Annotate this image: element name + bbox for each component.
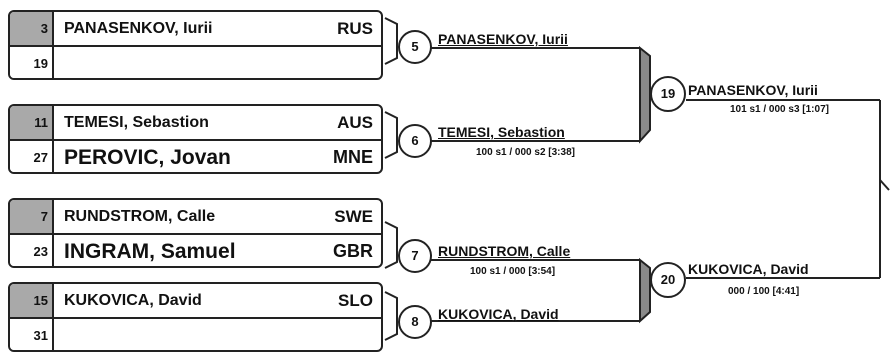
match-score: 101 s1 / 000 s3 [1:07] xyxy=(730,104,829,115)
match-winner-name[interactable]: RUNDSTROM, Calle xyxy=(438,243,571,259)
match-number-badge[interactable]: 8 xyxy=(398,305,432,339)
seed-number: 15 xyxy=(10,284,54,317)
athlete-name: PANASENKOV, Iurii xyxy=(64,20,213,37)
match-number-badge[interactable]: 5 xyxy=(398,30,432,64)
competitor-row[interactable] xyxy=(10,284,381,319)
seed-number: 3 xyxy=(10,12,54,45)
match-winner-name[interactable]: PANASENKOV, Iurii xyxy=(438,31,568,47)
match-number-badge[interactable]: 6 xyxy=(398,124,432,158)
competitor-row[interactable] xyxy=(10,12,381,47)
nation-code: SWE xyxy=(334,207,373,226)
match-number-badge[interactable]: 20 xyxy=(650,262,686,298)
seed-number: 19 xyxy=(10,47,54,80)
athlete-name: RUNDSTROM, Calle xyxy=(64,208,216,225)
match-number-badge[interactable]: 19 xyxy=(650,76,686,112)
competitor-row[interactable] xyxy=(10,106,381,141)
match-winner-name[interactable]: KUKOVICA, David xyxy=(688,261,809,277)
match-winner-name[interactable]: KUKOVICA, David xyxy=(438,306,559,322)
competitor-row[interactable] xyxy=(10,235,381,268)
nation-code: SLO xyxy=(338,291,373,310)
nation-code: MNE xyxy=(333,147,373,167)
nation-code: AUS xyxy=(337,113,373,132)
athlete-name: INGRAM, Samuel xyxy=(64,240,236,263)
match-number-badge[interactable]: 7 xyxy=(398,239,432,273)
match-score: 100 s1 / 000 [3:54] xyxy=(470,266,556,277)
match-pair-3[interactable] xyxy=(8,198,383,268)
match-pair-2[interactable] xyxy=(8,104,383,174)
seed-number: 31 xyxy=(10,319,54,352)
competitor-row[interactable] xyxy=(10,47,381,80)
match-winner-name[interactable]: TEMESI, Sebastion xyxy=(438,124,565,140)
competitor-row[interactable] xyxy=(10,141,381,174)
competitor-row[interactable] xyxy=(10,319,381,352)
match-pair-1[interactable] xyxy=(8,10,383,80)
match-score: 100 s1 / 000 s2 [3:38] xyxy=(476,147,575,158)
athlete-name: TEMESI, Sebastion xyxy=(64,114,209,131)
competitor-row[interactable] xyxy=(10,200,381,235)
nation-code: RUS xyxy=(337,19,373,38)
seed-number: 27 xyxy=(10,141,54,174)
seed-number: 11 xyxy=(10,106,54,139)
match-pair-4[interactable] xyxy=(8,282,383,352)
match-score: 000 / 100 [4:41] xyxy=(728,286,800,297)
athlete-name: PEROVIC, Jovan xyxy=(64,146,231,169)
nation-code: GBR xyxy=(333,241,373,261)
seed-number: 7 xyxy=(10,200,54,233)
athlete-name: KUKOVICA, David xyxy=(64,292,202,309)
match-winner-name[interactable]: PANASENKOV, Iurii xyxy=(688,82,818,98)
seed-number: 23 xyxy=(10,235,54,268)
